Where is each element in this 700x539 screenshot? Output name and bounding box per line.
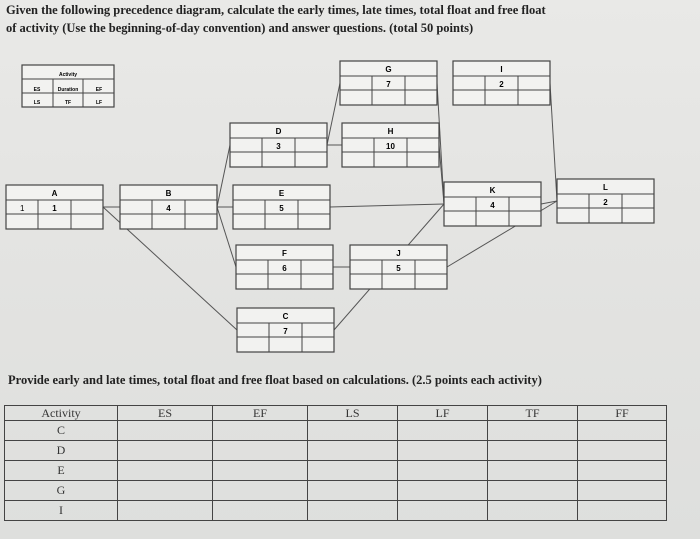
legend-duration: Duration (57, 87, 79, 93)
col-activity: Activity (5, 406, 118, 421)
legend-ls: LS (33, 100, 41, 106)
answer-table (4, 405, 667, 521)
activity-node (233, 185, 330, 229)
node-es: 1 (19, 204, 25, 213)
node-duration: 2 (603, 198, 608, 207)
node-duration: 4 (166, 204, 171, 213)
legend-tf: TF (64, 100, 72, 106)
ef-cell[interactable] (213, 481, 308, 501)
table-row (5, 461, 667, 481)
answer-table-header (5, 406, 667, 421)
table-row (5, 421, 667, 441)
activity-node (237, 308, 334, 352)
activity-cell: I (5, 501, 118, 521)
precedence-arrow (330, 204, 444, 207)
precedence-arrow (217, 145, 230, 207)
node-duration: 3 (276, 142, 281, 151)
ls-cell[interactable] (308, 461, 398, 481)
ef-cell[interactable] (213, 461, 308, 481)
activity-node (557, 179, 654, 223)
activity-node (342, 123, 439, 167)
node-duration: 6 (282, 264, 287, 273)
node-duration: 5 (396, 264, 401, 273)
node-duration: 2 (499, 80, 504, 89)
node-activity-label: E (278, 189, 285, 198)
activity-node (230, 123, 327, 167)
node-activity-label: L (603, 183, 608, 192)
lf-cell[interactable] (398, 461, 488, 481)
es-cell[interactable] (118, 441, 213, 461)
lf-cell[interactable] (398, 421, 488, 441)
section-title: Provide early and late times, total float and free float based on calculations. (2.5 points each activity) (8, 373, 542, 387)
tf-cell[interactable] (488, 501, 578, 521)
ff-cell[interactable] (578, 441, 667, 461)
table-row (5, 501, 667, 521)
node-activity-label: I (500, 65, 503, 74)
node-activity-label: C (282, 312, 289, 321)
activity-node (236, 245, 333, 289)
ls-cell[interactable] (308, 481, 398, 501)
node-activity-label: D (275, 127, 282, 136)
es-cell[interactable] (118, 421, 213, 441)
activity-node (6, 185, 103, 229)
table-row (5, 481, 667, 501)
activity-cell: G (5, 481, 118, 501)
legend-node (22, 65, 114, 107)
tf-cell[interactable] (488, 441, 578, 461)
ff-cell[interactable] (578, 461, 667, 481)
ff-cell[interactable] (578, 421, 667, 441)
node-duration: 7 (283, 327, 288, 336)
legend-activity: Activity (58, 72, 78, 78)
es-cell[interactable] (118, 501, 213, 521)
node-duration: 7 (386, 80, 391, 89)
col-es: ES (118, 406, 213, 421)
activity-cell: C (5, 421, 118, 441)
lf-cell[interactable] (398, 501, 488, 521)
legend-ef: EF (95, 87, 103, 93)
activity-cell: D (5, 441, 118, 461)
col-tf: TF (488, 406, 578, 421)
activity-node (444, 182, 541, 226)
lf-cell[interactable] (398, 441, 488, 461)
ff-cell[interactable] (578, 501, 667, 521)
ls-cell[interactable] (308, 421, 398, 441)
legend-es: ES (33, 87, 41, 93)
activity-node (340, 61, 437, 105)
node-activity-label: F (282, 249, 287, 258)
tf-cell[interactable] (488, 461, 578, 481)
ff-cell[interactable] (578, 481, 667, 501)
col-ef: EF (213, 406, 308, 421)
precedence-arrow (550, 83, 557, 201)
activity-node (350, 245, 447, 289)
question-line-2: of activity (Use the beginning-of-day convention) and answer questions. (total 50 points) (6, 21, 474, 35)
ef-cell[interactable] (213, 501, 308, 521)
lf-cell[interactable] (398, 481, 488, 501)
tf-cell[interactable] (488, 481, 578, 501)
es-cell[interactable] (118, 461, 213, 481)
col-ls: LS (308, 406, 398, 421)
node-duration: 5 (279, 204, 284, 213)
col-lf: LF (398, 406, 488, 421)
legend-lf: LF (95, 100, 103, 106)
activity-node (453, 61, 550, 105)
node-activity-label: J (396, 249, 401, 258)
question-line-1: Given the following precedence diagram, calculate the early times, late times, total float and free float (6, 3, 546, 17)
node-activity-label: K (489, 186, 496, 195)
node-activity-label: A (51, 189, 58, 198)
node-duration: 1 (52, 204, 57, 213)
es-cell[interactable] (118, 481, 213, 501)
ef-cell[interactable] (213, 421, 308, 441)
precedence-arrow (327, 83, 340, 145)
col-ff: FF (578, 406, 667, 421)
node-duration: 4 (490, 201, 495, 210)
activity-node (120, 185, 217, 229)
node-activity-label: G (385, 65, 392, 74)
node-activity-label: H (387, 127, 394, 136)
activity-cell: E (5, 461, 118, 481)
node-activity-label: B (165, 189, 172, 198)
ef-cell[interactable] (213, 441, 308, 461)
table-row (5, 441, 667, 461)
ls-cell[interactable] (308, 441, 398, 461)
ls-cell[interactable] (308, 501, 398, 521)
tf-cell[interactable] (488, 421, 578, 441)
node-duration: 10 (386, 142, 395, 151)
